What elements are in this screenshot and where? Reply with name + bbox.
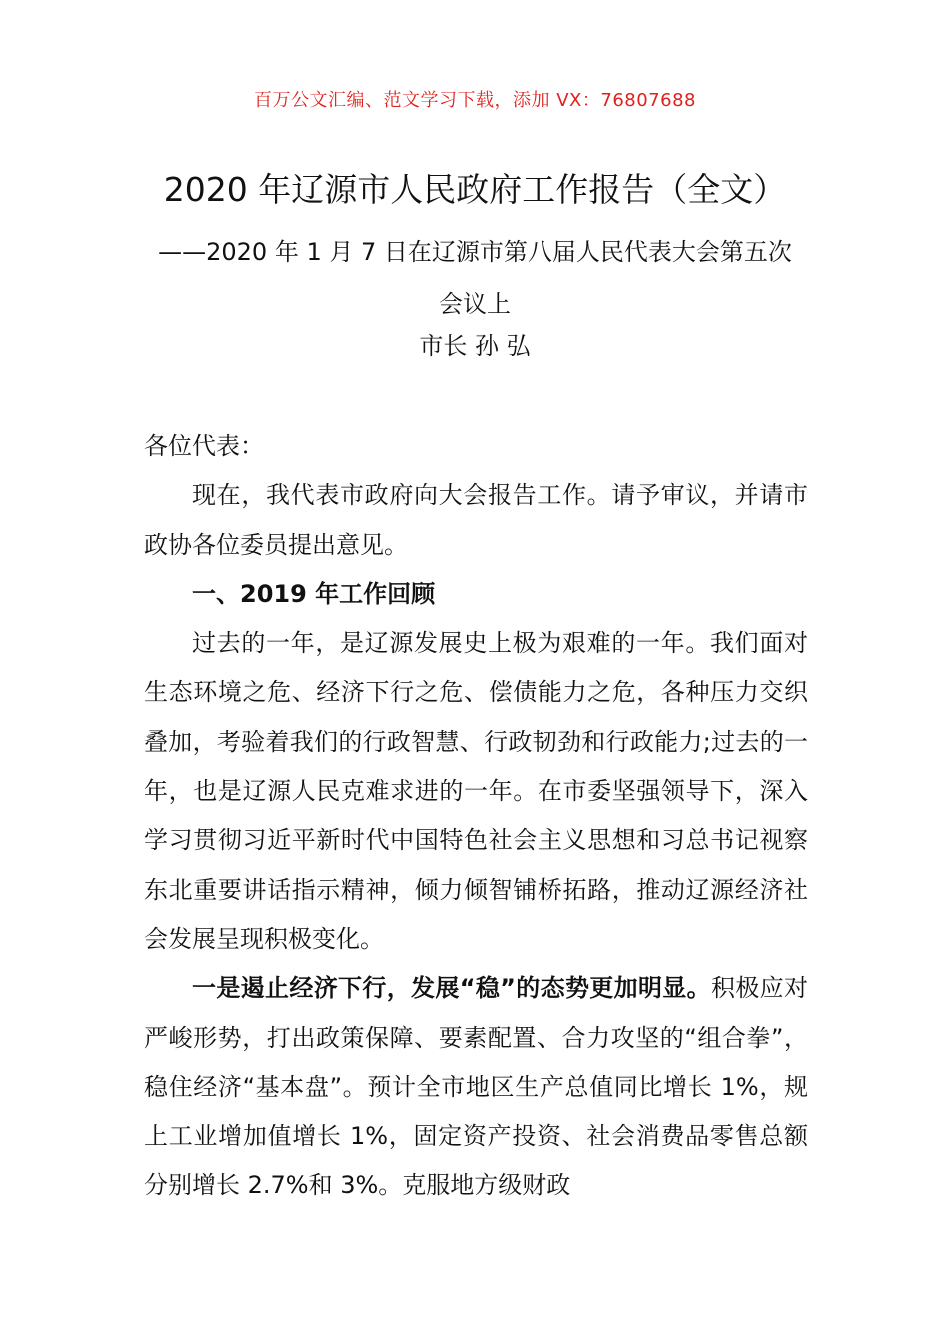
point-one-text: 积极应对严峻形势，打出政策保障、要素配置、合力攻坚的“组合拳”，稳住经济“基本盘”。预计全市地区生产总值同比增长 1%，规上工业增加值增长 1%，固定资产投资、社会消费品零售总额分别增长 2.7%和 3%。克服地方级财政 <box>144 974 808 1200</box>
document-subtitle: ——2020 年 1 月 7 日在辽源市第八届人民代表大会第五次会议上 <box>158 238 792 318</box>
review-paragraph: 过去的一年，是辽源发展史上极为艰难的一年。我们面对生态环境之危、经济下行之危、偿债能力之危，各种压力交织叠加，考验着我们的行政智慧、行政韧劲和行政能力;过去的一年，也是辽源人民克难求进的一年。在市委坚强领导下，深入学习贯彻习近平新时代中国特色社会主义思想和习总书记视察东北重要讲话指示精神，倾力倾智铺桥拓路，推动辽源经济社会发展呈现积极变化。 <box>144 629 808 953</box>
watermark-banner: 百万公文汇编、范文学习下载，添加 VX：76807688 <box>254 90 696 111</box>
point-one-paragraph <box>144 964 808 1210</box>
section-heading: 一、2019 年工作回顾 <box>192 579 436 608</box>
salutation: 各位代表： <box>144 432 264 460</box>
document-author: 市长 孙 弘 <box>419 332 531 360</box>
point-one-heading: 一是遏止经济下行，发展“稳”的态势更加明显。 <box>192 974 711 1003</box>
intro-paragraph: 现在，我代表市政府向大会报告工作。请予审议，并请市政协各位委员提出意见。 <box>144 481 808 559</box>
document-title: 2020 年辽源市人民政府工作报告（全文） <box>163 170 787 209</box>
document-body <box>144 422 808 1211</box>
